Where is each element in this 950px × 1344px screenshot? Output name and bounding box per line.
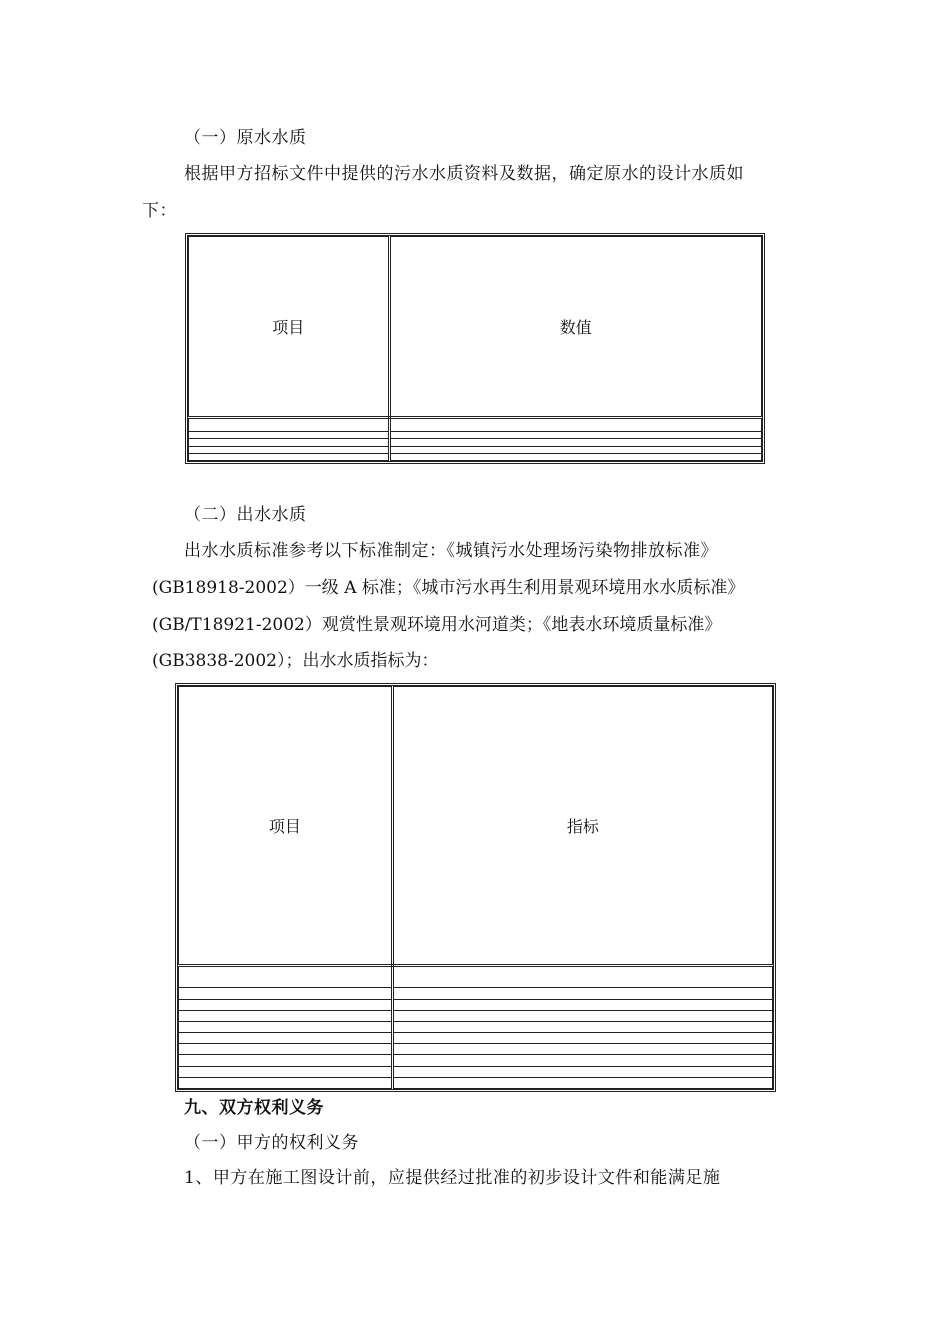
header-item: 项目 <box>179 687 393 966</box>
table-cell <box>189 453 390 460</box>
table-cell <box>179 966 393 988</box>
table-row <box>179 999 773 1010</box>
table-row <box>179 966 773 988</box>
table-cell <box>179 1033 393 1044</box>
section3-subheading: （一）甲方的权利义务 <box>184 1133 359 1153</box>
table-cell <box>392 1021 772 1032</box>
table-cell <box>189 432 390 439</box>
effluent-quality-table <box>175 683 776 1092</box>
section3-item1: 1、甲方在施工图设计前，应提供经过批准的初步设计文件和能满足施 <box>184 1168 721 1188</box>
table-cell <box>189 417 390 431</box>
table-cell <box>392 988 772 999</box>
table-cell <box>392 1077 772 1088</box>
table-header-row <box>189 237 762 418</box>
table-cell <box>392 1066 772 1077</box>
table-cell <box>179 1055 393 1066</box>
table-row <box>179 988 773 999</box>
table-row <box>179 1033 773 1044</box>
raw-water-quality-table <box>185 233 765 464</box>
table-cell <box>179 988 393 999</box>
section2-paragraph-line3: (GB/T18921-2002）观赏性景观环境用水河道类；《地表水环境质量标准》 <box>152 615 722 635</box>
section1-paragraph-line1: 根据甲方招标文件中提供的污水水质资料及数据，确定原水的设计水质如 <box>184 164 744 184</box>
table-cell <box>189 446 390 453</box>
section2-paragraph-line2: (GB18918-2002）一级 A 标准；《城市污水再生利用景观环境用水水质标准》 <box>152 578 745 598</box>
table-cell <box>179 1021 393 1032</box>
table-row <box>179 1010 773 1021</box>
table-row <box>189 432 762 439</box>
table-header-row <box>179 687 773 966</box>
section2-heading: （二）出水水质 <box>184 505 307 525</box>
table-cell <box>389 446 761 453</box>
table-row <box>179 1044 773 1055</box>
table-cell <box>392 1055 772 1066</box>
header-item: 项目 <box>189 237 390 418</box>
table-row <box>179 1066 773 1077</box>
section1-heading: （一）原水水质 <box>184 128 307 148</box>
table-cell <box>389 417 761 431</box>
table-row <box>189 453 762 460</box>
table-cell <box>389 439 761 446</box>
table-cell <box>392 966 772 988</box>
table-row <box>179 1077 773 1088</box>
header-value: 数值 <box>389 237 761 418</box>
section2-paragraph-line4: (GB3838-2002）；出水水质指标为： <box>152 651 439 671</box>
table-row <box>189 446 762 453</box>
section1-paragraph-line2: 下： <box>142 201 177 221</box>
table-cell <box>392 1033 772 1044</box>
table-cell <box>179 1010 393 1021</box>
table-row <box>189 417 762 431</box>
table-cell <box>392 999 772 1010</box>
table-cell <box>179 1044 393 1055</box>
table-cell <box>179 1066 393 1077</box>
section2-paragraph-line1: 出水水质标准参考以下标准制定：《城镇污水处理场污染物排放标准》 <box>184 541 718 561</box>
section3-heading: 九、双方权利义务 <box>184 1098 324 1118</box>
header-indicator: 指标 <box>392 687 772 966</box>
table-cell <box>392 1044 772 1055</box>
table-cell <box>389 453 761 460</box>
table-cell <box>179 1077 393 1088</box>
table-row <box>179 1055 773 1066</box>
table-cell <box>389 432 761 439</box>
table-cell <box>179 999 393 1010</box>
table-row <box>189 439 762 446</box>
table-cell <box>392 1010 772 1021</box>
table-row <box>179 1021 773 1032</box>
table-cell <box>189 439 390 446</box>
